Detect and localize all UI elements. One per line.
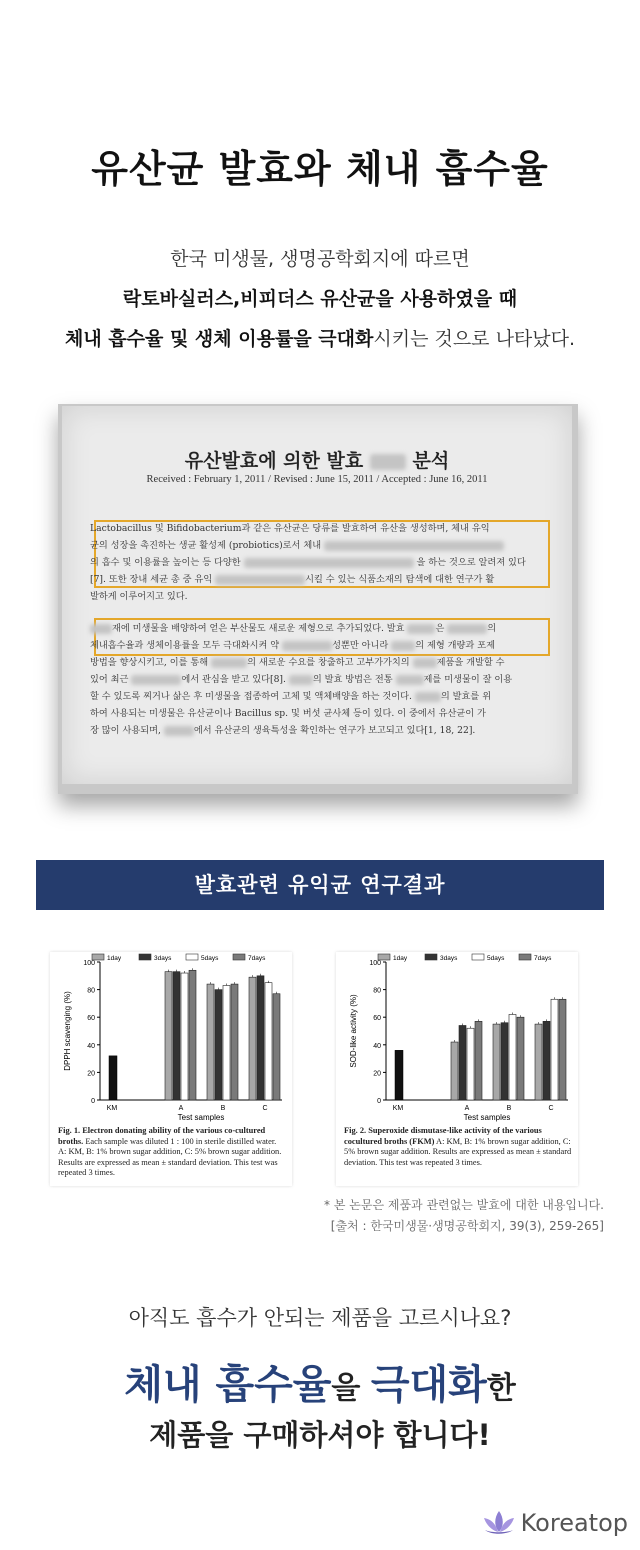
y-tick-label: 60 — [87, 1015, 95, 1023]
legend-label: 1day — [393, 955, 408, 962]
y-tick-label: 80 — [87, 987, 95, 995]
paper-paragraph-2: 재에 미생물을 배양하여 얻은 부산물도 새로운 제형으로 추가되었다. 발효 은 의 체내흡수율과 생체이용률을 모두 극대화시켜 약 성뿐만 아니라 의 제형 개량과 포제 방법을 향상시키고, 이를 통해 의 새로운 수요를 창출하고 고부가가치의 제품을 개발할 수 있어 최근 에서 관심을 받고 있다[8]. 의 발효 방법은 전통 제를 미생물이 잘 이용 할 수 있도록 찌거나 삶은 후 미생물을 접종하여 고체 및 액체배양을 하는 것이다. 의 발효를 위 하여 사용되는 미생물은 유산균이나 Bacillus sp. 및 버섯 균사체 등이 있다. 이 중에서 유산균이 가 장 많이 사용되며, 에서 유산균의 생육특성을 확인하는 연구가 보고되고 있다[1, 18, 22]. — [90, 623, 513, 736]
bar-C-1day — [249, 977, 256, 1100]
dpph-chart — [50, 952, 292, 1124]
x-tick-label: B — [220, 1105, 226, 1112]
y-tick-label: 40 — [373, 1042, 381, 1050]
x-tick-label: B — [506, 1105, 512, 1112]
bar-A-5days — [181, 973, 188, 1100]
paper-title: 유산발효에 의한 발효 분석 — [184, 450, 450, 472]
bar-B-5days — [223, 985, 230, 1100]
legend-label: 5days — [201, 955, 219, 962]
research-banner: 발효관련 유익균 연구결과 — [36, 860, 604, 910]
bar-A-1day — [451, 1042, 458, 1100]
bar-B-7days — [517, 1017, 524, 1100]
legend-label: 7days — [248, 955, 266, 962]
y-tick-label: 60 — [373, 1015, 381, 1023]
bar-B-3days — [215, 990, 222, 1100]
legend-swatch — [472, 954, 484, 960]
legend-label: 3days — [440, 955, 458, 962]
intro-line-3 — [0, 324, 640, 364]
legend-label: 1day — [107, 955, 122, 962]
bar-C-5days — [265, 983, 272, 1100]
y-tick-label: 20 — [373, 1070, 381, 1078]
chart-card-sod — [336, 952, 578, 1186]
y-tick-label: 100 — [369, 960, 381, 967]
koreatop-logo: Koreatop — [481, 1508, 628, 1538]
legend-label: 7days — [534, 955, 552, 962]
legend-label: 3days — [154, 955, 172, 962]
bar-A-7days — [475, 1021, 482, 1100]
intro-line-1: 한국 미생물, 생명공학회지에 따르면 — [170, 248, 470, 270]
y-tick-label: 20 — [87, 1070, 95, 1078]
bar-A-3days — [173, 972, 180, 1100]
y-tick-label: 80 — [373, 987, 381, 995]
intro-text — [0, 244, 640, 364]
x-tick-label: C — [548, 1105, 554, 1112]
x-tick-label: KM — [392, 1105, 404, 1112]
bar-A-5days — [467, 1028, 474, 1100]
x-axis-label: Test samples — [177, 1113, 225, 1122]
bar-km — [109, 1056, 117, 1100]
y-tick-label: 40 — [87, 1042, 95, 1050]
legend-swatch — [186, 954, 198, 960]
paper-received-dates: Received : February 1, 2011 / Revised : June 15, 2011 / Accepted : June 16, 2011 — [146, 474, 488, 485]
y-tick-label: 0 — [377, 1098, 381, 1105]
legend-swatch — [425, 954, 437, 960]
x-tick-label: A — [464, 1105, 470, 1112]
bar-A-1day — [165, 972, 172, 1100]
chart-caption-1: Fig. 1. Electron donating ability of the various co-cultured broths. Each sample was diluted 1 : 100 in sterile distilled water. A: KM, B: 1% brown sugar addition, C: 5% brown sugar addition. Results are expressed as mean ± standard deviation. This test was repeated 3 times. — [58, 1126, 282, 1177]
x-tick-label: A — [178, 1105, 184, 1112]
x-tick-label: C — [262, 1105, 268, 1112]
intro-line-3-bold: 체내 흡수율 및 생체 이용률을 극대화 — [64, 328, 374, 350]
bar-C-7days — [559, 999, 566, 1100]
intro-line-2: 락토바실러스,비피더스 유산균을 사용하였을 때 — [122, 288, 518, 310]
sod-chart — [336, 952, 578, 1124]
x-tick-label: KM — [106, 1105, 118, 1112]
bar-C-3days — [257, 976, 264, 1100]
x-axis-label: Test samples — [463, 1113, 511, 1122]
chart-caption-2: Fig. 2. Superoxide dismutase-like activity of the various cocultured broths (FKM) A: KM, B: 1% brown sugar addition, C: 5% brown sugar addition. Results are expressed as mean ± standard deviation. This test was repeated 3 times. — [344, 1126, 572, 1167]
disclaimer-note: * 본 논문은 제품과 관련없는 발효에 대한 내용입니다. — [324, 1198, 604, 1212]
y-tick-label: 0 — [91, 1098, 95, 1105]
bar-A-7days — [189, 970, 196, 1100]
bar-C-7days — [273, 994, 280, 1100]
chart-card-dpph — [50, 952, 292, 1186]
legend-swatch — [233, 954, 245, 960]
outro-question: 아직도 흡수가 안되는 제품을 고르시나요? — [128, 1306, 512, 1330]
legend-swatch — [139, 954, 151, 960]
y-axis-label: DPPH scavenging (%) — [63, 991, 72, 1071]
outro-subheadline: 제품을 구매하셔야 합니다! — [149, 1418, 491, 1452]
bar-C-1day — [535, 1024, 542, 1100]
bar-C-3days — [543, 1021, 550, 1100]
intro-line-3-rest: 시키는 것으로 나타났다. — [373, 328, 576, 350]
bar-A-3days — [459, 1025, 466, 1100]
page-title: 유산균 발효와 체내 흡수율 — [91, 147, 549, 191]
lotus-icon — [481, 1508, 517, 1538]
outro-headline: 체내 흡수율을 극대화한 — [124, 1362, 516, 1408]
legend-swatch — [378, 954, 390, 960]
bar-B-5days — [509, 1014, 516, 1100]
legend-swatch — [519, 954, 531, 960]
bar-B-7days — [231, 984, 238, 1100]
paper-clipping — [62, 406, 572, 784]
bar-B-1day — [493, 1024, 500, 1100]
y-axis-label: SOD-like activity (%) — [349, 994, 358, 1068]
y-tick-label: 100 — [83, 960, 95, 967]
bar-C-5days — [551, 999, 558, 1100]
paper-paragraph-1: Lactobacillus 및 Bifidobacterium과 같은 유산균은 당류를 발효하여 유산을 생성하며, 체내 유익 균의 성장을 촉진하는 생균 활성제 (probiotics)로서 체내 의 흡수 및 이용률을 높이는 등 다양한 을 하는 것으로 알려져 있다 [7]. 또한 장내 세균 총 중 유익 시킬 수 있는 식품소재의 탐색에 대한 연구가 활 발하게 이루어지고 있다. — [90, 523, 526, 602]
bar-km — [395, 1050, 403, 1100]
legend-swatch — [92, 954, 104, 960]
bar-B-3days — [501, 1023, 508, 1100]
bar-B-1day — [207, 984, 214, 1100]
source-note: [출처 : 한국미생물·생명공학회지, 39(3), 259-265] — [330, 1219, 604, 1233]
legend-label: 5days — [487, 955, 505, 962]
